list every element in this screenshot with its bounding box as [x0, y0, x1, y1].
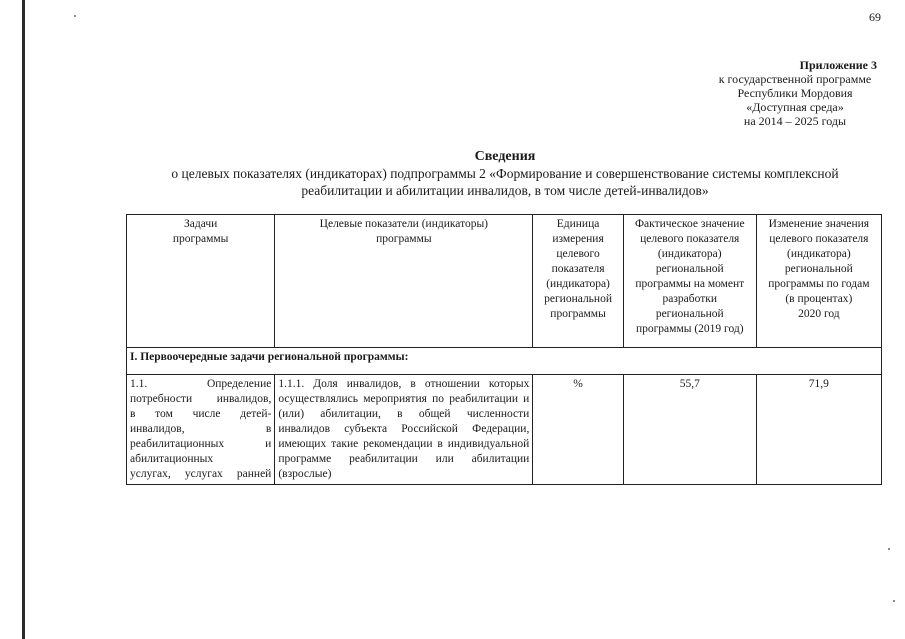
table-header-row — [127, 215, 882, 348]
header-text: Изменение значения — [768, 218, 870, 230]
header-tasks — [127, 215, 275, 348]
task-text: услугах, услугах ранней — [130, 468, 272, 480]
header-text: (индикатора) — [787, 248, 851, 260]
header-text: программы по годам — [768, 278, 870, 290]
header-text: программы — [172, 233, 229, 245]
section-title: I. Первоочередные задачи региональной программы: — [127, 348, 882, 375]
header-text: программы (2019 год) — [635, 323, 744, 335]
header-text: 2020 год — [798, 308, 840, 320]
scan-speck — [893, 600, 895, 602]
header-text: программы — [550, 308, 606, 320]
header-text: целевого показателя — [640, 233, 740, 245]
header-text: программы на момент — [635, 278, 745, 290]
task-text: 1.1. Определение — [130, 378, 272, 390]
scan-edge — [22, 0, 25, 639]
appendix-note — [705, 58, 885, 128]
task-text: потребности инвалидов, — [130, 393, 272, 405]
header-text: целевого показателя — [769, 233, 869, 245]
header-text: Задачи — [184, 218, 218, 230]
header-actual-value — [623, 215, 756, 348]
header-text: Целевые показатели (индикаторы) — [319, 218, 489, 230]
scan-speck — [888, 548, 890, 550]
header-text: региональной — [544, 293, 612, 305]
page-number: 69 — [869, 10, 881, 24]
document-heading — [100, 148, 905, 199]
indicator-cell: 1.1.1. Доля инвалидов, в отношении которых осуществлялись мероприятия по реабилитации и (или) абилитации, в общей численности инвалидов субъекта Российской Федерации, имеющих такие рекомендации в индивидуальной программе реабилитации или абилитации (взрослые) — [275, 375, 533, 485]
header-value-change — [756, 215, 881, 348]
header-text: (индикатора) — [546, 278, 610, 290]
header-text: разработки — [662, 293, 717, 305]
unit-cell: % — [533, 375, 623, 485]
heading-subtitle-line1: о целевых показателях (индикаторах) подпрограммы 2 «Формирование и совершенствование системы комплексной — [171, 166, 839, 181]
task-text: в том числе детей- — [130, 408, 272, 420]
header-text: (в процентах) — [785, 293, 853, 305]
change-value-cell: 71,9 — [756, 375, 881, 485]
table-section-row — [127, 348, 882, 375]
header-text: целевого — [556, 248, 600, 260]
appendix-title: Приложение 3 — [799, 58, 877, 72]
indicators-table — [126, 214, 882, 485]
header-indicators — [275, 215, 533, 348]
appendix-line: Республики Мордовия — [737, 86, 853, 100]
header-text: региональной — [655, 308, 724, 320]
header-unit — [533, 215, 623, 348]
header-text: региональной — [655, 263, 724, 275]
appendix-line: «Доступная среда» — [746, 100, 844, 114]
task-text: абилитационных — [130, 453, 214, 465]
task-text: инвалидов, в — [130, 423, 272, 435]
header-text: показателя — [551, 263, 605, 275]
heading-subtitle-line2: реабилитации и абилитации инвалидов, в том числе детей-инвалидов» — [301, 183, 709, 198]
header-text: измерения — [552, 233, 604, 245]
appendix-line: к государственной программе — [718, 72, 872, 86]
actual-value-cell: 55,7 — [623, 375, 756, 485]
header-text: региональной — [784, 263, 853, 275]
appendix-line: на 2014 – 2025 годы — [743, 114, 847, 128]
table-row — [127, 375, 882, 485]
scan-speck — [74, 15, 76, 17]
task-text: реабилитационных и — [130, 438, 272, 450]
task-cell — [127, 375, 275, 485]
heading-title: Сведения — [474, 149, 536, 164]
header-text: Единица — [556, 218, 600, 230]
header-text: (индикатора) — [657, 248, 722, 260]
header-text: программы — [376, 233, 432, 245]
header-text: Фактическое значение — [634, 218, 745, 230]
